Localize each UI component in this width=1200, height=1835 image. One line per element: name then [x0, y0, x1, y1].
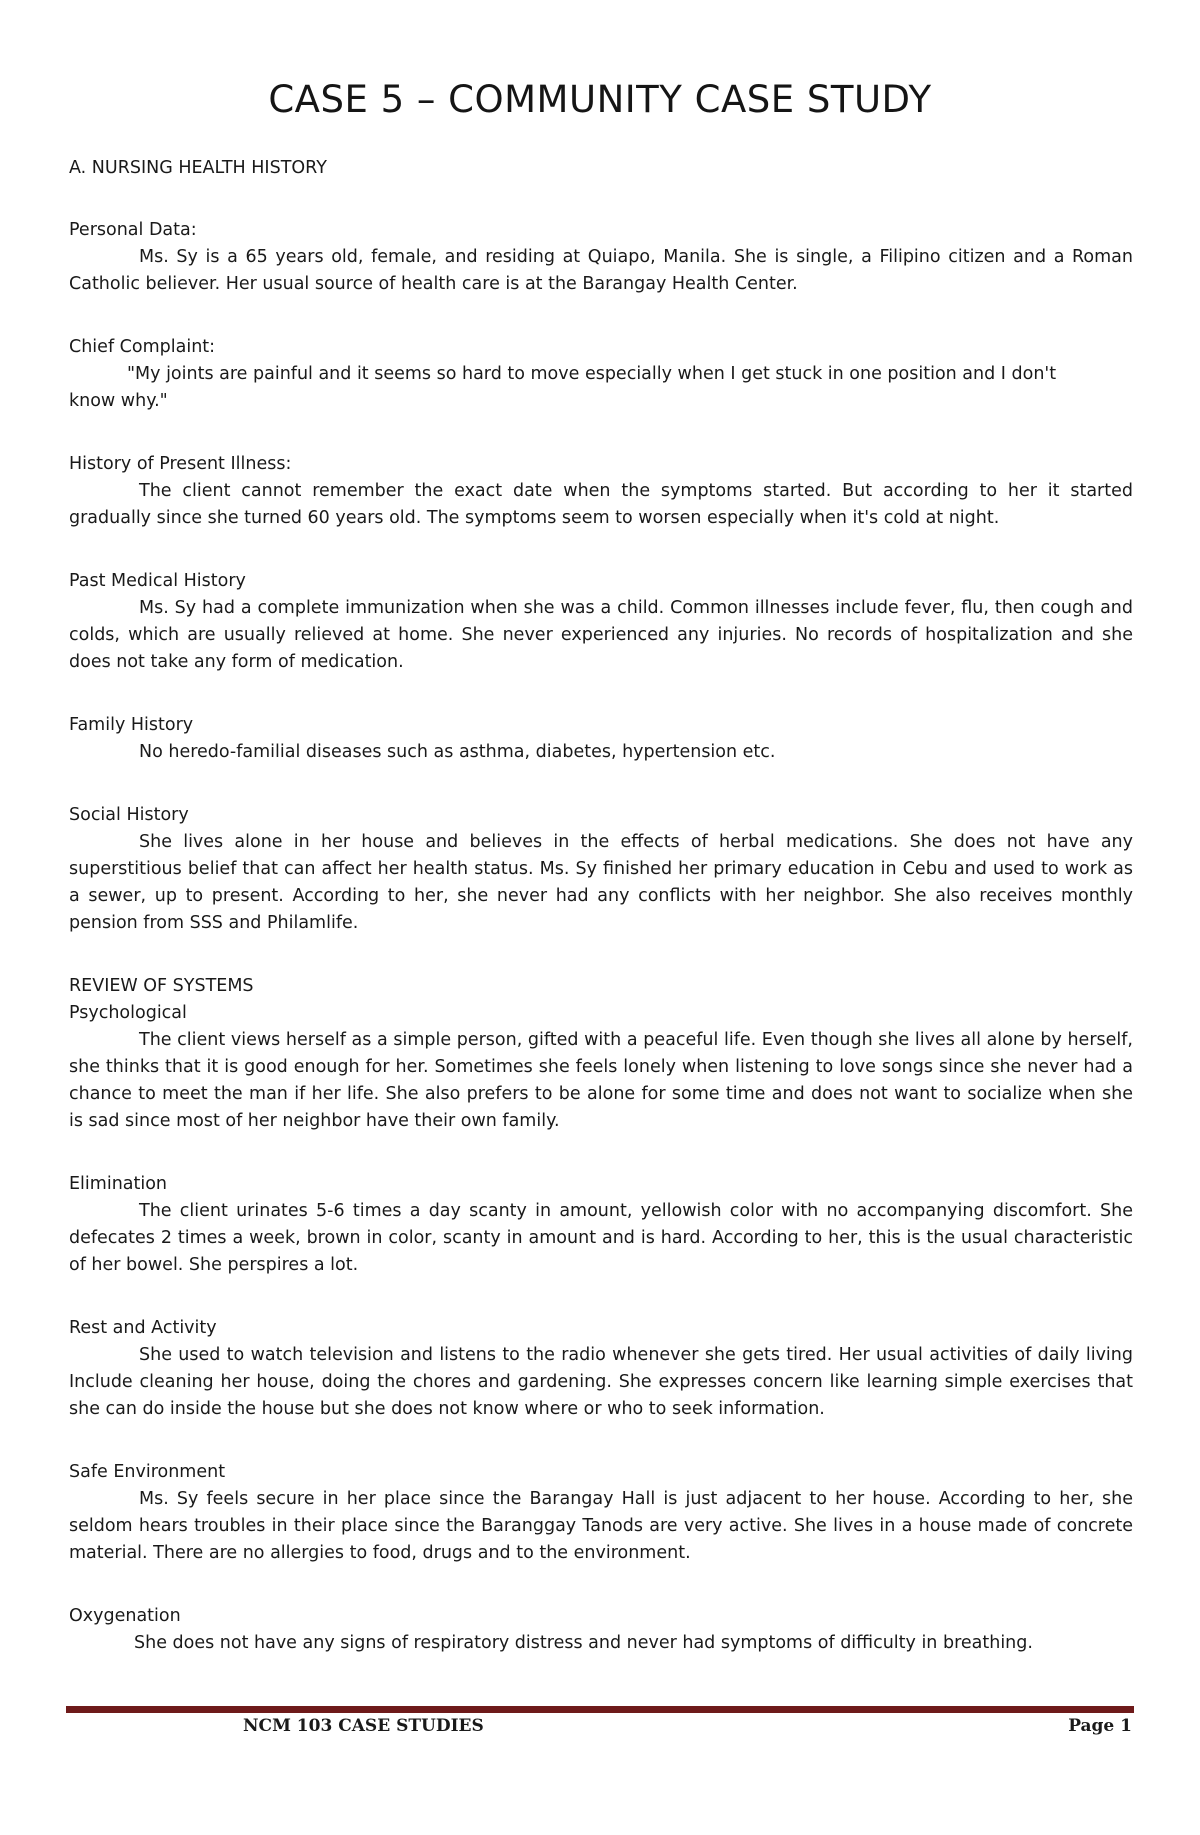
oxygenation-section	[69, 1603, 1133, 1657]
elimination-text: The client urinates 5-6 times a day scanty in amount, yellowish color with no accompanying discomfort. She defecates 2 times a week, brown in color, scanty in amount and is hard. According to her, this is the usual characteristic of her bowel. She perspires a lot.	[69, 1201, 1133, 1275]
family-history-text: No heredo-familial diseases such as asthma, diabetes, hypertension etc.	[139, 742, 776, 762]
chief-complaint-heading: Chief Complaint:	[69, 337, 216, 357]
footer-page-number: Page 1	[1068, 1716, 1132, 1736]
chief-complaint-text: "My joints are painful and it seems so hard to move especially when I get stuck in one position and I don't know why."	[69, 364, 1057, 411]
past-medical-section	[69, 568, 1133, 676]
family-history-heading: Family History	[69, 715, 194, 735]
nursing-health-history-heading: A. NURSING HEALTH HISTORY	[69, 158, 327, 178]
personal-data-section	[69, 217, 1133, 298]
social-history-section	[69, 802, 1133, 937]
present-illness-section	[69, 451, 1133, 532]
review-of-systems-heading: REVIEW OF SYSTEMS	[69, 976, 254, 996]
elimination-section	[69, 1171, 1133, 1279]
document-body	[69, 155, 1133, 1693]
chief-complaint-section	[69, 334, 1133, 415]
past-medical-heading: Past Medical History	[69, 571, 246, 591]
page-title: CASE 5 – COMMUNITY CASE STUDY	[268, 78, 932, 121]
oxygenation-text: She does not have any signs of respiratory distress and never had symptoms of difficulty in breathing.	[134, 1633, 1033, 1653]
personal-data-heading: Personal Data:	[69, 220, 197, 240]
personal-data-text: Ms. Sy is a 65 years old, female, and residing at Quiapo, Manila. She is single, a Filipino citizen and a Roman Catholic believer. Her usual source of health care is at the Barangay Health Center.	[69, 247, 1133, 294]
oxygenation-heading: Oxygenation	[69, 1606, 181, 1626]
present-illness-text: The client cannot remember the exact date when the symptoms started. But according to her it started gradually since she turned 60 years old. The symptoms seem to worsen especially when it's cold at night.	[69, 481, 1133, 528]
family-history-section	[69, 712, 1133, 766]
elimination-heading: Elimination	[69, 1174, 168, 1194]
present-illness-heading: History of Present Illness:	[69, 454, 292, 474]
social-history-heading: Social History	[69, 805, 189, 825]
rest-activity-heading: Rest and Activity	[69, 1318, 217, 1338]
psychological-text: The client views herself as a simple person, gifted with a peaceful life. Even though she lives all alone by herself, she thinks that it is good enough for her. Sometimes she feels lonely when listening to love songs since she never had a chance to meet the man if her life. She also prefers to be alone for some time and does not want to socialize when she is sad since most of her neighbor have their own family.	[69, 1030, 1133, 1131]
social-history-text: She lives alone in her house and believes in the effects of herbal medications. She does not have any superstitious belief that can affect her health status. Ms. Sy finished her primary education in Cebu and used to work as a sewer, up to present. According to her, she never had any conflicts with her neighbor. She also receives monthly pension from SSS and Philamlife.	[69, 832, 1133, 933]
safe-environment-text: Ms. Sy feels secure in her place since the Barangay Hall is just adjacent to her house. According to her, she seldom hears troubles in their place since the Baranggay Tanods are very active. She lives in a house made of concrete material. There are no allergies to food, drugs and to the environment.	[69, 1489, 1133, 1563]
safe-environment-section	[69, 1459, 1133, 1567]
footer-document-name: NCM 103 CASE STUDIES	[243, 1716, 484, 1736]
rest-activity-section	[69, 1315, 1133, 1423]
safe-environment-heading: Safe Environment	[69, 1462, 226, 1482]
rest-activity-text: She used to watch television and listens to the radio whenever she gets tired. Her usual activities of daily living Include cleaning her house, doing the chores and gardening. She expresses concern like learning simple exercises that she can do inside the house but she does not know where or who to seek information.	[69, 1345, 1133, 1419]
footer-rule	[66, 1706, 1134, 1713]
psychological-heading: Psychological	[69, 1003, 187, 1023]
past-medical-text: Ms. Sy had a complete immunization when she was a child. Common illnesses include fever, flu, then cough and colds, which are usually relieved at home. She never experienced any injuries. No records of hospitalization and she does not take any form of medication.	[69, 598, 1133, 672]
psychological-section	[69, 973, 1133, 1135]
